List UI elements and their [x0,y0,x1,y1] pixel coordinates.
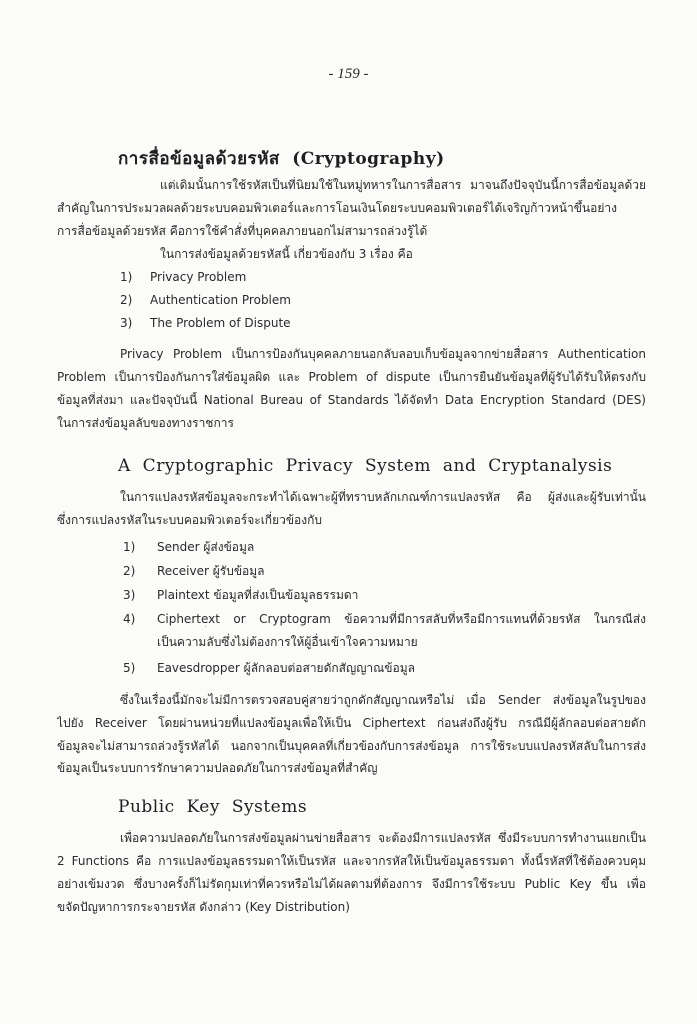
list-item: Plaintext ข้อมูลที่ส่งเป็นข้อมูลธรรมดา [157,588,359,602]
paragraph-line: Problem เป็นการป้องกันการใส่ข้อมูลผิด และ Problem of dispute เป็นการยืนยันข้อมูลที่ผู้รับได้รับให้ตรงกับ [57,370,646,384]
paragraph-line: 2 Functions คือ การแปลงข้อมูลธรรมดาให้เป็นรหัส และจากรหัสให้เป็นข้อมูลธรรมดา ทั้งนี้รหัสที่ใช้ต้องควบคุม [57,854,646,868]
list-number: 5) [123,661,136,675]
paragraph-line: แต่เดิมนั้นการใช้รหัสเป็นที่นิยมใช้ในหมู่ทหารในการสื่อสาร มาจนถึงปัจจุบันนี้การสื่อข้อมูลด้วย [160,178,646,192]
list-number: 3) [123,588,136,602]
paragraph-line: เพื่อความปลอดภัยในการส่งข้อมูลผ่านข่ายสื่อสาร จะต้องมีการแปลงรหัส ซึ่งมีระบบการทำงานแยกเป็น [120,831,646,845]
paragraph-line: ข้อมูลที่ส่งมา และปัจจุบันนี้ National Bureau of Standards ได้จัดทำ Data Encryption Standard (DES) [57,393,646,407]
list-item: Sender ผู้ส่งข้อมูล [157,540,255,554]
list-number: 3) [120,316,133,330]
paragraph-line: ซึ่งในเรื่องนี้มักจะไม่มีการตรวจสอบคู่สายว่าถูกดักสัญญาณหรือไม่ เมื่อ Sender ส่งข้อมูลในรูปของ [120,693,646,707]
list-number: 4) [123,612,136,626]
list-item: Authentication Problem [150,293,291,307]
section-heading-public-key: Public Key Systems [118,797,308,817]
list-item: Ciphertext or Cryptogram ข้อความที่มีการสลับที่หรือมีการแทนที่ด้วยรหัส ในกรณีส่ง [157,612,646,626]
section-heading-cryptographic-privacy: A Cryptographic Privacy System and Cryptanalysis [118,456,613,476]
paragraph-line: ไปยัง Receiver โดยผ่านหน่วยที่แปลงข้อมูลเพื่อให้เป็น Ciphertext ก่อนส่งถึงผู้รับ กรณีมีผู้ลักลอบต่อสายดัก [57,716,646,730]
list-number: 2) [123,564,136,578]
list-intro: ในการส่งข้อมูลด้วยรหัสนี้ เกี่ยวข้องกับ 3 เรื่อง คือ [160,247,413,261]
paragraph-line: อย่างเข้มงวด ซึ่งบางครั้งก็ไม่รัดกุมเท่าที่ควรหรือไม่ได้ผลตามที่ต้องการ จึงมีการใช้ระบบ Public Key ขึ้น เพื่อ [57,877,646,891]
list-item-continuation: เป็นความลับซึ่งไม่ต้องการให้ผู้อื่นเข้าใจความหมาย [157,635,418,649]
list-item: Receiver ผู้รับข้อมูล [157,564,265,578]
paragraph-line: Privacy Problem เป็นการป้องกันบุคคลภายนอกลับลอบเก็บข้อมูลจากข่ายสื่อสาร Authentication [120,347,646,361]
list-number: 1) [123,540,136,554]
list-number: 1) [120,270,133,284]
paragraph-line: ซึ่งการแปลงรหัสในระบบคอมพิวเตอร์จะเกี่ยวข้องกับ [57,513,322,527]
section-heading-cryptography: การสื่อข้อมูลด้วยรหัส (Cryptography) [118,149,445,169]
list-item: The Problem of Dispute [150,316,291,330]
paragraph-line: ในการส่งข้อมูลลับของทางราชการ [57,416,234,430]
paragraph-line: ในการแปลงรหัสข้อมูลจะกระทำได้เฉพาะผู้ที่ทราบหลักเกณฑ์การแปลงรหัส คือ ผู้ส่งและผู้รับเท่านั้น [120,490,646,504]
paragraph-line: ขจัดปัญหาการกระจายรหัส ดังกล่าว (Key Distribution) [57,900,350,914]
paragraph-line: ข้อมูลจะไม่สามารถล่วงรู้รหัสได้ นอกจากเป็นบุคคลที่เกี่ยวข้องกับการส่งข้อมูล การใช้ระบบแปลงรหัสลับในการส่ง [57,739,646,753]
list-item: Eavesdropper ผู้ลักลอบต่อสายดักสัญญาณข้อมูล [157,661,415,675]
page-number: - 159 - [328,66,369,82]
paragraph-line: สำคัญในการประมวลผลด้วยระบบคอมพิวเตอร์และการโอนเงินโดยระบบคอมพิวเตอร์ได้เจริญก้าวหน้าขึ้นอย่าง [57,201,617,215]
list-number: 2) [120,293,133,307]
list-item: Privacy Problem [150,270,247,284]
paragraph-line: ข้อมูลเป็นระบบการรักษาความปลอดภัยในการส่งข้อมูลที่สำคัญ [57,761,378,775]
paragraph-line: การสื่อข้อมูลด้วยรหัส คือการใช้คำสั่งที่บุคคลภายนอกไม่สามารถล่วงรู้ได้ [57,224,428,238]
